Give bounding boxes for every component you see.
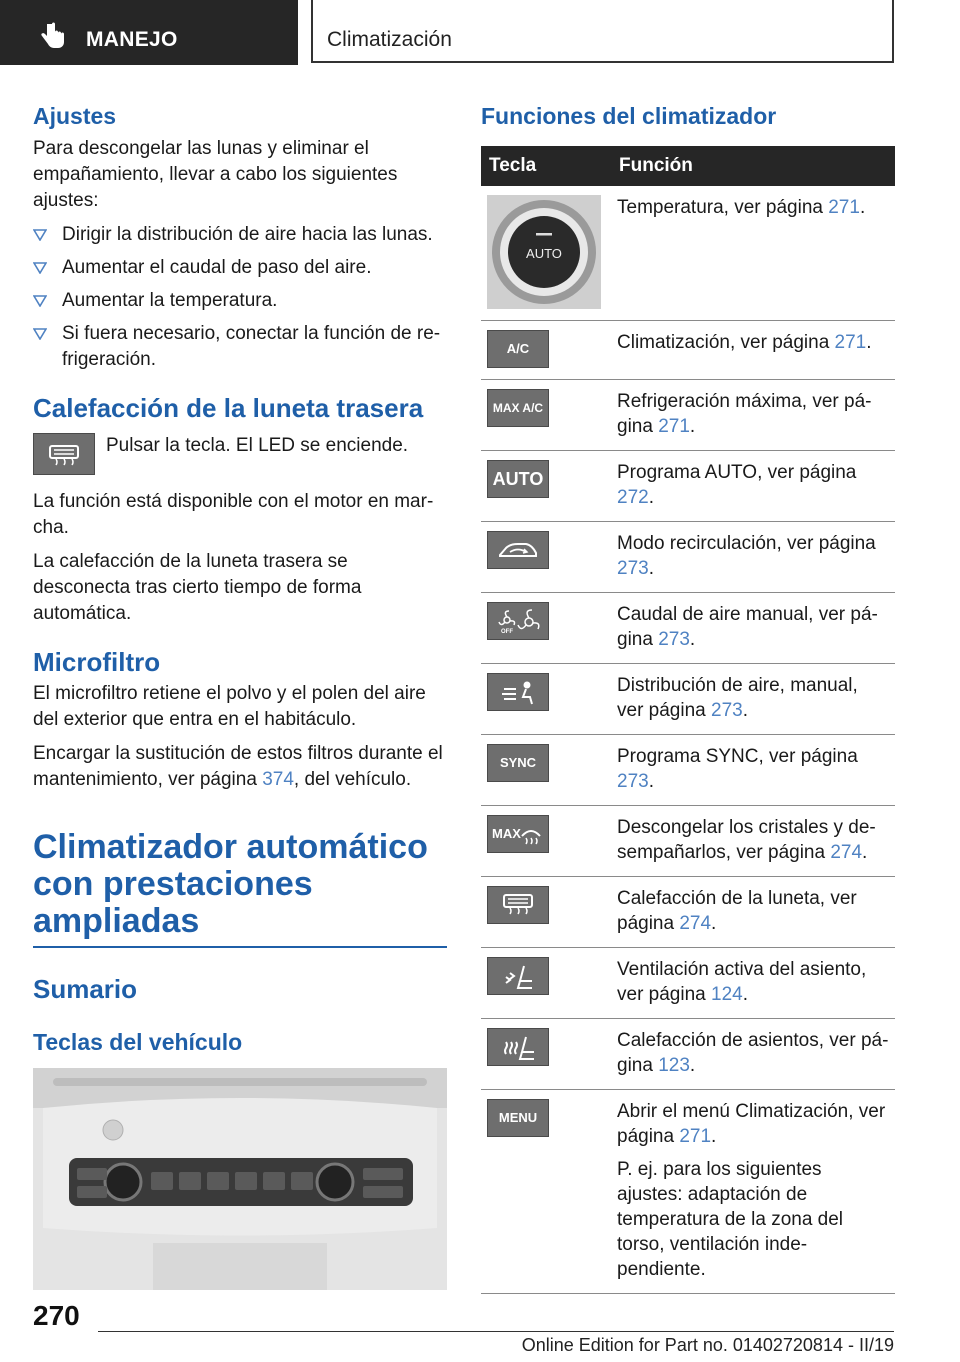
- function-cell: [611, 735, 895, 806]
- function-cell: [611, 593, 895, 664]
- function-text: Climatización, ver página 271.: [617, 332, 872, 353]
- column-header-function: Función: [611, 146, 895, 186]
- rear-window-key-text: Pulsar la tecla. El LED se enciende.: [106, 435, 409, 456]
- microfilter-p2: Encargar la sustitución de estos filtros durante el mantenimiento, ver página 374, del vehículo.: [33, 743, 443, 790]
- key-cell: [481, 806, 611, 877]
- page-link[interactable]: 273: [658, 629, 690, 650]
- list-item: Aumentar la temperatura.: [33, 288, 447, 314]
- hand-pointer-icon: [40, 22, 66, 52]
- ajustes-list: [33, 222, 447, 373]
- edition-text: Online Edition for Part no. 01402720814 - II/19: [521, 1335, 894, 1355]
- page-link[interactable]: 271: [828, 197, 860, 218]
- right-column: [481, 100, 895, 1294]
- function-text: Temperatura, ver página 271.: [617, 197, 866, 218]
- list-item: Si fuera necesario, conectar la función de refrigeración.: [33, 321, 447, 373]
- svg-text:AUTO: AUTO: [526, 246, 562, 261]
- function-text: Ventilación activa del asiento, ver página 124.: [617, 959, 867, 1005]
- header-section-label: MANEJO: [86, 28, 178, 51]
- key-cell: [481, 735, 611, 806]
- triangle-bullet-icon: [33, 229, 47, 241]
- table-row: [481, 806, 895, 877]
- function-cell: [611, 1090, 895, 1294]
- auto-key-icon: AUTO: [487, 460, 549, 498]
- header-section-tab: [0, 0, 298, 65]
- page-link-374[interactable]: 374: [262, 769, 294, 790]
- sync-key-icon: SYNC: [487, 744, 549, 782]
- climate-panel-photo: [33, 1068, 447, 1290]
- header-topic-tab: [311, 0, 894, 63]
- list-item: Aumentar el caudal de paso del aire.: [33, 255, 447, 281]
- function-text: Caudal de aire manual, ver página 273.: [617, 604, 878, 650]
- column-header-key: Tecla: [481, 146, 611, 186]
- rear-window-p1: La función está disponible con el motor en marcha.: [33, 491, 434, 538]
- vehicle-keys-heading: Teclas del vehículo: [33, 1029, 243, 1055]
- auto-knob-icon: [487, 195, 601, 309]
- functions-table-body: [481, 186, 895, 1294]
- table-row: [481, 593, 895, 664]
- page-link[interactable]: 273: [617, 558, 649, 579]
- function-extra-text: P. ej. para los siguientes ajustes: adaptación de temperatura de la zona del torso, ventilación independiente.: [617, 1159, 844, 1280]
- triangle-bullet-icon: [33, 295, 47, 307]
- page-link[interactable]: 124: [711, 984, 743, 1005]
- triangle-bullet-icon: [33, 262, 47, 274]
- key-cell: [481, 380, 611, 451]
- ajustes-intro: Para descongelar las lunas y eliminar el empañamiento, llevar a cabo los siguientes ajustes:: [33, 138, 398, 211]
- menu-key-icon: MENU: [487, 1099, 549, 1137]
- list-item: Dirigir la distribución de aire hacia las lunas.: [33, 222, 447, 248]
- function-cell: [611, 186, 895, 321]
- key-cell: [481, 664, 611, 735]
- footer-divider: [98, 1331, 894, 1332]
- function-text: Distribución de aire, manual, ver página 273.: [617, 675, 858, 721]
- left-column: [33, 100, 447, 1290]
- rear-defrost-key-icon: [33, 433, 95, 475]
- table-row: [481, 1090, 895, 1294]
- function-text: Descongelar los cristales y desempañarlos, ver página 274.: [617, 817, 876, 863]
- page-link[interactable]: 274: [679, 913, 712, 934]
- functions-heading: Funciones del climatizador: [481, 103, 777, 129]
- table-row: [481, 451, 895, 522]
- svg-text:OFF: OFF: [501, 629, 513, 635]
- function-text: Calefacción de asientos, ver página 123.: [617, 1030, 889, 1076]
- air-distribution-key-icon: [487, 673, 549, 711]
- fan-key-icon: [487, 602, 549, 640]
- function-text: Abrir el menú Climatización, ver página 271.: [617, 1101, 886, 1147]
- table-row: [481, 522, 895, 593]
- table-row: [481, 735, 895, 806]
- page-link[interactable]: 273: [711, 700, 743, 721]
- function-cell: [611, 1019, 895, 1090]
- page-link[interactable]: 271: [834, 332, 867, 353]
- function-cell: [611, 451, 895, 522]
- table-row: [481, 948, 895, 1019]
- page-link[interactable]: 274: [830, 842, 863, 863]
- ac-key-icon: A/C: [487, 330, 549, 368]
- function-cell: [611, 877, 895, 948]
- page-link[interactable]: 271: [679, 1126, 712, 1147]
- function-cell: [611, 522, 895, 593]
- rear-defrost-key-icon: [487, 886, 549, 924]
- rear-window-p2: La calefacción de la luneta trasera se desconecta tras cierto tiempo de forma automática.: [33, 551, 362, 624]
- function-text: Refrigeración máxima, ver página 271.: [617, 391, 872, 437]
- key-cell: [481, 948, 611, 1019]
- header-topic-label: Climatización: [327, 28, 452, 51]
- key-cell: [481, 593, 611, 664]
- key-cell: [481, 522, 611, 593]
- page-number: 270: [33, 1300, 80, 1331]
- ajustes-heading: Ajustes: [33, 103, 117, 129]
- table-row: [481, 186, 895, 321]
- microfilter-heading: Microfiltro: [33, 647, 161, 677]
- table-row: [481, 321, 895, 380]
- table-row: [481, 877, 895, 948]
- table-row: [481, 380, 895, 451]
- page-link[interactable]: 123: [658, 1055, 690, 1076]
- sumario-heading: Sumario: [33, 974, 138, 1004]
- key-cell: [481, 877, 611, 948]
- seat-ventilation-key-icon: [487, 957, 549, 995]
- function-cell: [611, 806, 895, 877]
- table-row: [481, 1019, 895, 1090]
- key-cell: [481, 321, 611, 380]
- max-defrost-key-icon: MAX: [487, 815, 549, 853]
- main-chapter-title: Climatizador automático con prestaciones ampliadas: [33, 829, 447, 948]
- function-cell: [611, 664, 895, 735]
- key-cell: [481, 1090, 611, 1294]
- seat-heating-key-icon: [487, 1028, 549, 1066]
- max-ac-key-icon: MAX A/C: [487, 389, 549, 427]
- recirculation-key-icon: [487, 531, 549, 569]
- key-cell: [481, 186, 611, 321]
- page-link[interactable]: 273: [617, 771, 649, 792]
- function-text: Modo recirculación, ver página 273.: [617, 533, 876, 579]
- function-cell: [611, 321, 895, 380]
- key-cell: [481, 451, 611, 522]
- page-link[interactable]: 272: [617, 487, 649, 508]
- key-cell: [481, 1019, 611, 1090]
- functions-table: [481, 146, 895, 1294]
- rear-window-heading: Calefacción de la luneta trasera: [33, 393, 424, 423]
- function-cell: [611, 380, 895, 451]
- microfilter-p1: El microfiltro retiene el polvo y el polen del aire del exterior que entra en el habitáculo.: [33, 683, 426, 730]
- page-link[interactable]: 271: [658, 416, 690, 437]
- triangle-bullet-icon: [33, 328, 47, 340]
- function-text: Programa AUTO, ver página 272.: [617, 462, 857, 508]
- function-text: Programa SYNC, ver página 273.: [617, 746, 858, 792]
- function-cell: [611, 948, 895, 1019]
- function-text: Calefacción de la luneta, ver página 274.: [617, 888, 857, 934]
- rear-window-key-row: [33, 433, 447, 475]
- table-row: [481, 664, 895, 735]
